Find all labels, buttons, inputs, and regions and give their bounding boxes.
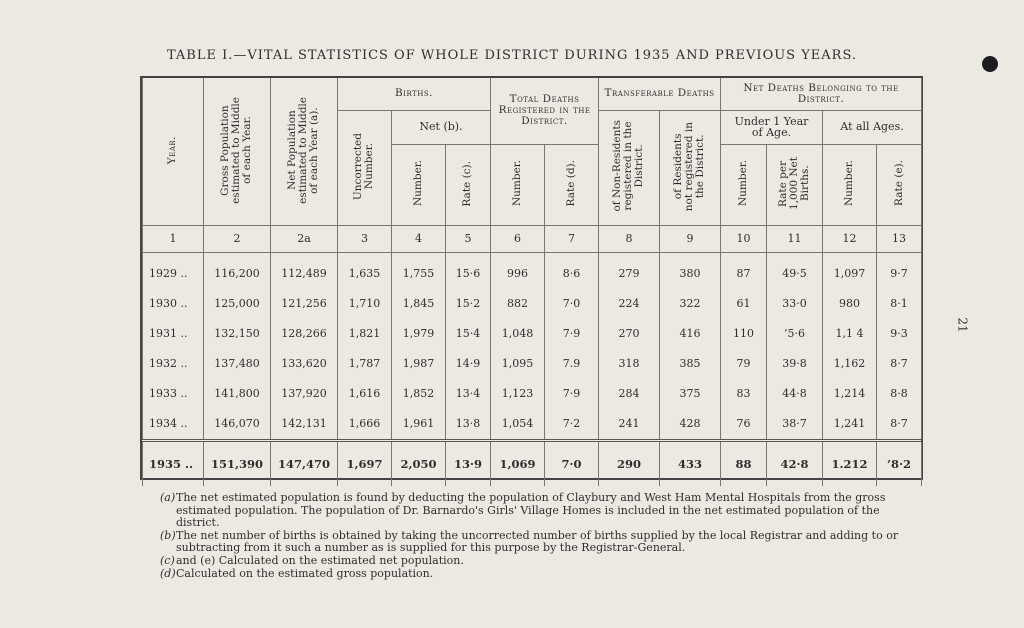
uncorrected-births-cell: 1,787 — [338, 349, 392, 379]
deaths-number-cell: 1,095 — [491, 349, 545, 379]
column-number: 1 — [143, 225, 204, 252]
resident-deaths-cell: 375 — [660, 379, 721, 409]
header-all-ages: At all Ages. — [823, 110, 922, 144]
year-cell: 1934 .. — [143, 409, 204, 441]
year-cell: 1929 .. — [143, 252, 204, 289]
infant-rate-cell: 49·5 — [767, 252, 823, 289]
vital-statistics-table — [140, 76, 923, 480]
birth-rate-cell: 13·8 — [446, 409, 491, 441]
infant-deaths-cell: 87 — [721, 252, 767, 289]
header-births-rate: Rate (c). — [446, 144, 491, 225]
header-infant-rate: Rate per 1,000 Net Births. — [767, 144, 823, 225]
header-infant-number: Number. — [721, 144, 767, 225]
infant-rate-cell: 44·8 — [767, 379, 823, 409]
resident-deaths-cell: 322 — [660, 289, 721, 319]
footnote-text: The net estimated population is found by deducting the population of Claybury and West Ham Mental Hospitals from the gross estimated population. The population of Dr. Barnardo's Girls' Village Homes is included in the net estimated population of the district. — [176, 491, 886, 530]
net-births-cell: 1,845 — [392, 289, 446, 319]
footnote-mark: (d) — [160, 566, 176, 580]
column-number: 10 — [721, 225, 767, 252]
resident-deaths-cell: 385 — [660, 349, 721, 379]
birth-rate-cell: 13·4 — [446, 379, 491, 409]
header-year: Year. — [143, 78, 204, 225]
birth-rate-cell: 15·6 — [446, 252, 491, 289]
header-residents: of Residents not registered in the District. — [660, 110, 721, 225]
resident-deaths-cell: 380 — [660, 252, 721, 289]
gross-population-cell: 151,390 — [204, 440, 271, 486]
resident-deaths-cell: 433 — [660, 440, 721, 486]
table-row — [143, 289, 922, 319]
net-population-cell: 121,256 — [271, 289, 338, 319]
death-rate-cell: 7·9 — [545, 379, 599, 409]
non-resident-deaths-cell: 241 — [599, 409, 660, 441]
header-deaths-number: Number. — [491, 144, 545, 225]
column-number: 12 — [823, 225, 877, 252]
birth-rate-cell: 15·2 — [446, 289, 491, 319]
column-number: 13 — [877, 225, 922, 252]
gross-population-cell: 137,480 — [204, 349, 271, 379]
all-ages-rate-cell: ’8·2 — [877, 440, 922, 486]
all-ages-rate-cell: 8·8 — [877, 379, 922, 409]
net-population-cell: 128,266 — [271, 319, 338, 349]
net-births-cell: 1,755 — [392, 252, 446, 289]
footnote-mark: (c) — [160, 553, 175, 567]
all-ages-rate-cell: 9·3 — [877, 319, 922, 349]
infant-deaths-cell: 61 — [721, 289, 767, 319]
year-cell: 1931 .. — [143, 319, 204, 349]
birth-rate-cell: 14·9 — [446, 349, 491, 379]
footnote-text: and (e) Calculated on the estimated net population. — [176, 553, 464, 567]
infant-rate-cell: 33·0 — [767, 289, 823, 319]
footnote — [160, 530, 920, 555]
column-number: 4 — [392, 225, 446, 252]
table-row — [143, 409, 922, 441]
header-all-ages-rate: Rate (e). — [877, 144, 922, 225]
death-rate-cell: 7·0 — [545, 289, 599, 319]
footnote — [160, 568, 920, 581]
death-rate-cell: 7·9 — [545, 319, 599, 349]
footnote-text: Calculated on the estimated gross population. — [176, 566, 434, 580]
net-births-cell: 2,050 — [392, 440, 446, 486]
all-ages-rate-cell: 8·1 — [877, 289, 922, 319]
net-births-cell: 1,961 — [392, 409, 446, 441]
uncorrected-births-cell: 1,616 — [338, 379, 392, 409]
gross-population-cell: 116,200 — [204, 252, 271, 289]
header-under-1-year: Under 1 Year of Age. — [721, 110, 823, 144]
footnote-mark: (b) — [160, 528, 176, 542]
column-number: 8 — [599, 225, 660, 252]
all-ages-deaths-cell: 980 — [823, 289, 877, 319]
all-ages-deaths-cell: 1,097 — [823, 252, 877, 289]
infant-deaths-cell: 76 — [721, 409, 767, 441]
column-number: 2 — [204, 225, 271, 252]
deaths-number-cell: 1,069 — [491, 440, 545, 486]
resident-deaths-cell: 428 — [660, 409, 721, 441]
all-ages-deaths-cell: 1.212 — [823, 440, 877, 486]
table-row — [143, 319, 922, 349]
header-births-number: Number. — [392, 144, 446, 225]
page-number: 21 — [955, 317, 970, 333]
uncorrected-births-cell: 1,821 — [338, 319, 392, 349]
table-body — [143, 252, 922, 486]
gross-population-cell: 141,800 — [204, 379, 271, 409]
column-number: 11 — [767, 225, 823, 252]
non-resident-deaths-cell: 290 — [599, 440, 660, 486]
net-births-cell: 1,852 — [392, 379, 446, 409]
gross-population-cell: 146,070 — [204, 409, 271, 441]
year-cell: 1930 .. — [143, 289, 204, 319]
header-deaths-rate: Rate (d). — [545, 144, 599, 225]
uncorrected-births-cell: 1,666 — [338, 409, 392, 441]
column-number: 6 — [491, 225, 545, 252]
header-births: Births. — [338, 78, 491, 110]
all-ages-deaths-cell: 1,214 — [823, 379, 877, 409]
gross-population-cell: 125,000 — [204, 289, 271, 319]
year-cell: 1935 .. — [143, 440, 204, 486]
deaths-number-cell: 1,048 — [491, 319, 545, 349]
net-population-cell: 133,620 — [271, 349, 338, 379]
resident-deaths-cell: 416 — [660, 319, 721, 349]
column-number: 5 — [446, 225, 491, 252]
uncorrected-births-cell: 1,710 — [338, 289, 392, 319]
birth-rate-cell: 13·9 — [446, 440, 491, 486]
header-uncorrected: Uncorrected Number. — [338, 110, 392, 225]
net-births-cell: 1,979 — [392, 319, 446, 349]
all-ages-deaths-cell: 1,1 4 — [823, 319, 877, 349]
deaths-number-cell: 882 — [491, 289, 545, 319]
net-births-cell: 1,987 — [392, 349, 446, 379]
table-title: TABLE I.—VITAL STATISTICS OF WHOLE DISTRICT DURING 1935 AND PREVIOUS YEARS. — [166, 48, 858, 63]
footnote — [160, 492, 920, 530]
footnote-mark: (a) — [160, 491, 176, 504]
all-ages-deaths-cell: 1,241 — [823, 409, 877, 441]
header-net-population: Net Population estimated to Middle of each Year (a). — [271, 78, 338, 225]
year-cell: 1933 .. — [143, 379, 204, 409]
total-row — [143, 440, 922, 486]
birth-rate-cell: 15·4 — [446, 319, 491, 349]
all-ages-rate-cell: 9·7 — [877, 252, 922, 289]
net-population-cell: 147,470 — [271, 440, 338, 486]
infant-rate-cell: 39·8 — [767, 349, 823, 379]
all-ages-rate-cell: 8·7 — [877, 349, 922, 379]
header-all-ages-number: Number. — [823, 144, 877, 225]
non-resident-deaths-cell: 279 — [599, 252, 660, 289]
uncorrected-births-cell: 1,697 — [338, 440, 392, 486]
all-ages-deaths-cell: 1,162 — [823, 349, 877, 379]
infant-rate-cell: ’5·6 — [767, 319, 823, 349]
header-transferable-deaths: Transferable Deaths — [599, 78, 721, 110]
header-total-deaths: Total Deaths Registered in the District. — [491, 78, 599, 144]
infant-deaths-cell: 110 — [721, 319, 767, 349]
header-net-deaths: Net Deaths Belonging to the District. — [721, 78, 922, 110]
column-number: 2a — [271, 225, 338, 252]
net-population-cell: 112,489 — [271, 252, 338, 289]
infant-deaths-cell: 79 — [721, 349, 767, 379]
footnotes — [160, 492, 920, 580]
net-population-cell: 137,920 — [271, 379, 338, 409]
non-resident-deaths-cell: 224 — [599, 289, 660, 319]
deaths-number-cell: 996 — [491, 252, 545, 289]
column-number: 7 — [545, 225, 599, 252]
footnote — [160, 555, 920, 568]
table-row — [143, 252, 922, 289]
death-rate-cell: 7·2 — [545, 409, 599, 441]
all-ages-rate-cell: 8·7 — [877, 409, 922, 441]
infant-deaths-cell: 83 — [721, 379, 767, 409]
deaths-number-cell: 1,123 — [491, 379, 545, 409]
column-number: 3 — [338, 225, 392, 252]
deaths-number-cell: 1,054 — [491, 409, 545, 441]
year-cell: 1932 .. — [143, 349, 204, 379]
table-row — [143, 379, 922, 409]
punch-hole — [982, 56, 998, 72]
footnote-text: The net number of births is obtained by taking the uncorrected number of births supplied by the local Registrar and adding to or subtracting from it such a number as is supplied for this purpose by the Registrar-General. — [176, 528, 899, 555]
non-resident-deaths-cell: 284 — [599, 379, 660, 409]
death-rate-cell: 7·0 — [545, 440, 599, 486]
infant-deaths-cell: 88 — [721, 440, 767, 486]
header-gross-population: Gross Population estimated to Middle of each Year. — [204, 78, 271, 225]
header-non-residents: of Non-Residents registered in the District. — [599, 110, 660, 225]
net-population-cell: 142,131 — [271, 409, 338, 441]
non-resident-deaths-cell: 270 — [599, 319, 660, 349]
table-row — [143, 349, 922, 379]
death-rate-cell: 8·6 — [545, 252, 599, 289]
column-number: 9 — [660, 225, 721, 252]
non-resident-deaths-cell: 318 — [599, 349, 660, 379]
infant-rate-cell: 42·8 — [767, 440, 823, 486]
gross-population-cell: 132,150 — [204, 319, 271, 349]
death-rate-cell: 7.9 — [545, 349, 599, 379]
infant-rate-cell: 38·7 — [767, 409, 823, 441]
header-net-births: Net (b). — [392, 110, 491, 144]
column-number-row — [143, 225, 922, 252]
uncorrected-births-cell: 1,635 — [338, 252, 392, 289]
